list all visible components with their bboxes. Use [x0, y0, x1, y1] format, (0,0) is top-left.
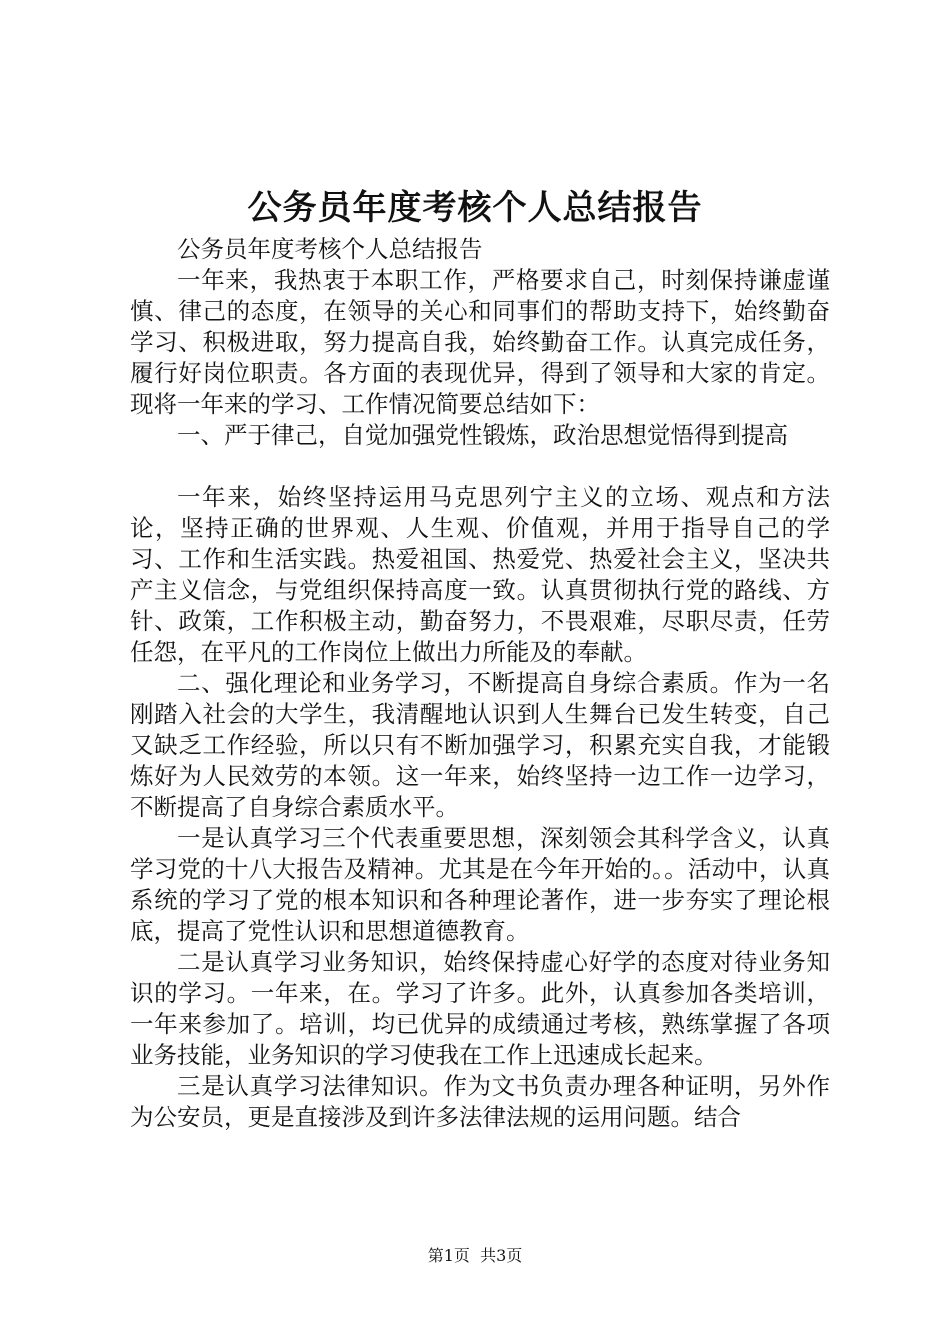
document-title: 公务员年度考核个人总结报告: [247, 188, 703, 228]
paragraph-point-3: 三是认真学习法律知识。作为文书负责办理各种证明，另外作为公安员，更是直接涉及到许多法律法规的运用问题。结合: [130, 1072, 830, 1131]
document-body: [130, 234, 830, 1133]
paragraph-section-1: 一年来，始终坚持运用马克思列宁主义的立场、观点和方法论，坚持正确的世界观、人生观、价值观，并用于指导自己的学习、工作和生活实践。热爱祖国、热爱党、热爱社会主义，坚决共产主义信念，与党组织保持高度一致。认真贯彻执行党的路线、方针、政策，工作积极主动，勤奋努力，不畏艰难，尽职尽责，任劳任怨，在平凡的工作岗位上做出力所能及的奉献。: [130, 483, 830, 666]
page-total: 共3页: [480, 1246, 523, 1265]
paragraph-gap: [130, 451, 830, 482]
paragraph-section-2: 二、强化理论和业务学习，不断提高自身综合素质。作为一名刚踏入社会的大学生，我清醒地认识到人生舞台已发生转变，自己又缺乏工作经验，所以只有不断加强学习，积累充实自我，才能锻炼好为人民效劳的本领。这一年来，始终坚持一边工作一边学习，不断提高了自身综合素质水平。: [130, 669, 830, 821]
paragraph-point-1: 一是认真学习三个代表重要思想，深刻领会其科学含义，认真学习党的十八大报告及精神。尤其是在今年开始的。。活动中，认真系统的学习了党的根本知识和各种理论著作，进一步夯实了理论根底，提高了党性认识和思想道德教育。: [130, 824, 830, 945]
section-heading-1: 一、严于律己，自觉加强党性锻炼，政治思想觉悟得到提高: [177, 421, 788, 449]
paragraph-intro: 一年来，我热衷于本职工作，严格要求自己，时刻保持谦虚谨慎、律己的态度，在领导的关心和同事们的帮助支持下，始终勤奋学习、积极进取，努力提高自我，始终勤奋工作。认真完成任务，履行好岗位职责。各方面的表现优异，得到了领导和大家的肯定。现将一年来的学习、工作情况简要总结如下：: [130, 266, 830, 418]
paragraph-point-2: 二是认真学习业务知识，始终保持虚心好学的态度对待业务知识的学习。一年来，在。学习了许多。此外，认真参加各类培训，一年来参加了。培训，均已优异的成绩通过考核，熟练掌握了各项业务技能，业务知识的学习使我在工作上迅速成长起来。: [130, 948, 830, 1069]
page-footer: [0, 1244, 950, 1268]
page-number: 第1页: [427, 1246, 470, 1265]
paragraph-subtitle: 公务员年度考核个人总结报告: [177, 235, 483, 263]
footer-spacer: [470, 1246, 480, 1265]
